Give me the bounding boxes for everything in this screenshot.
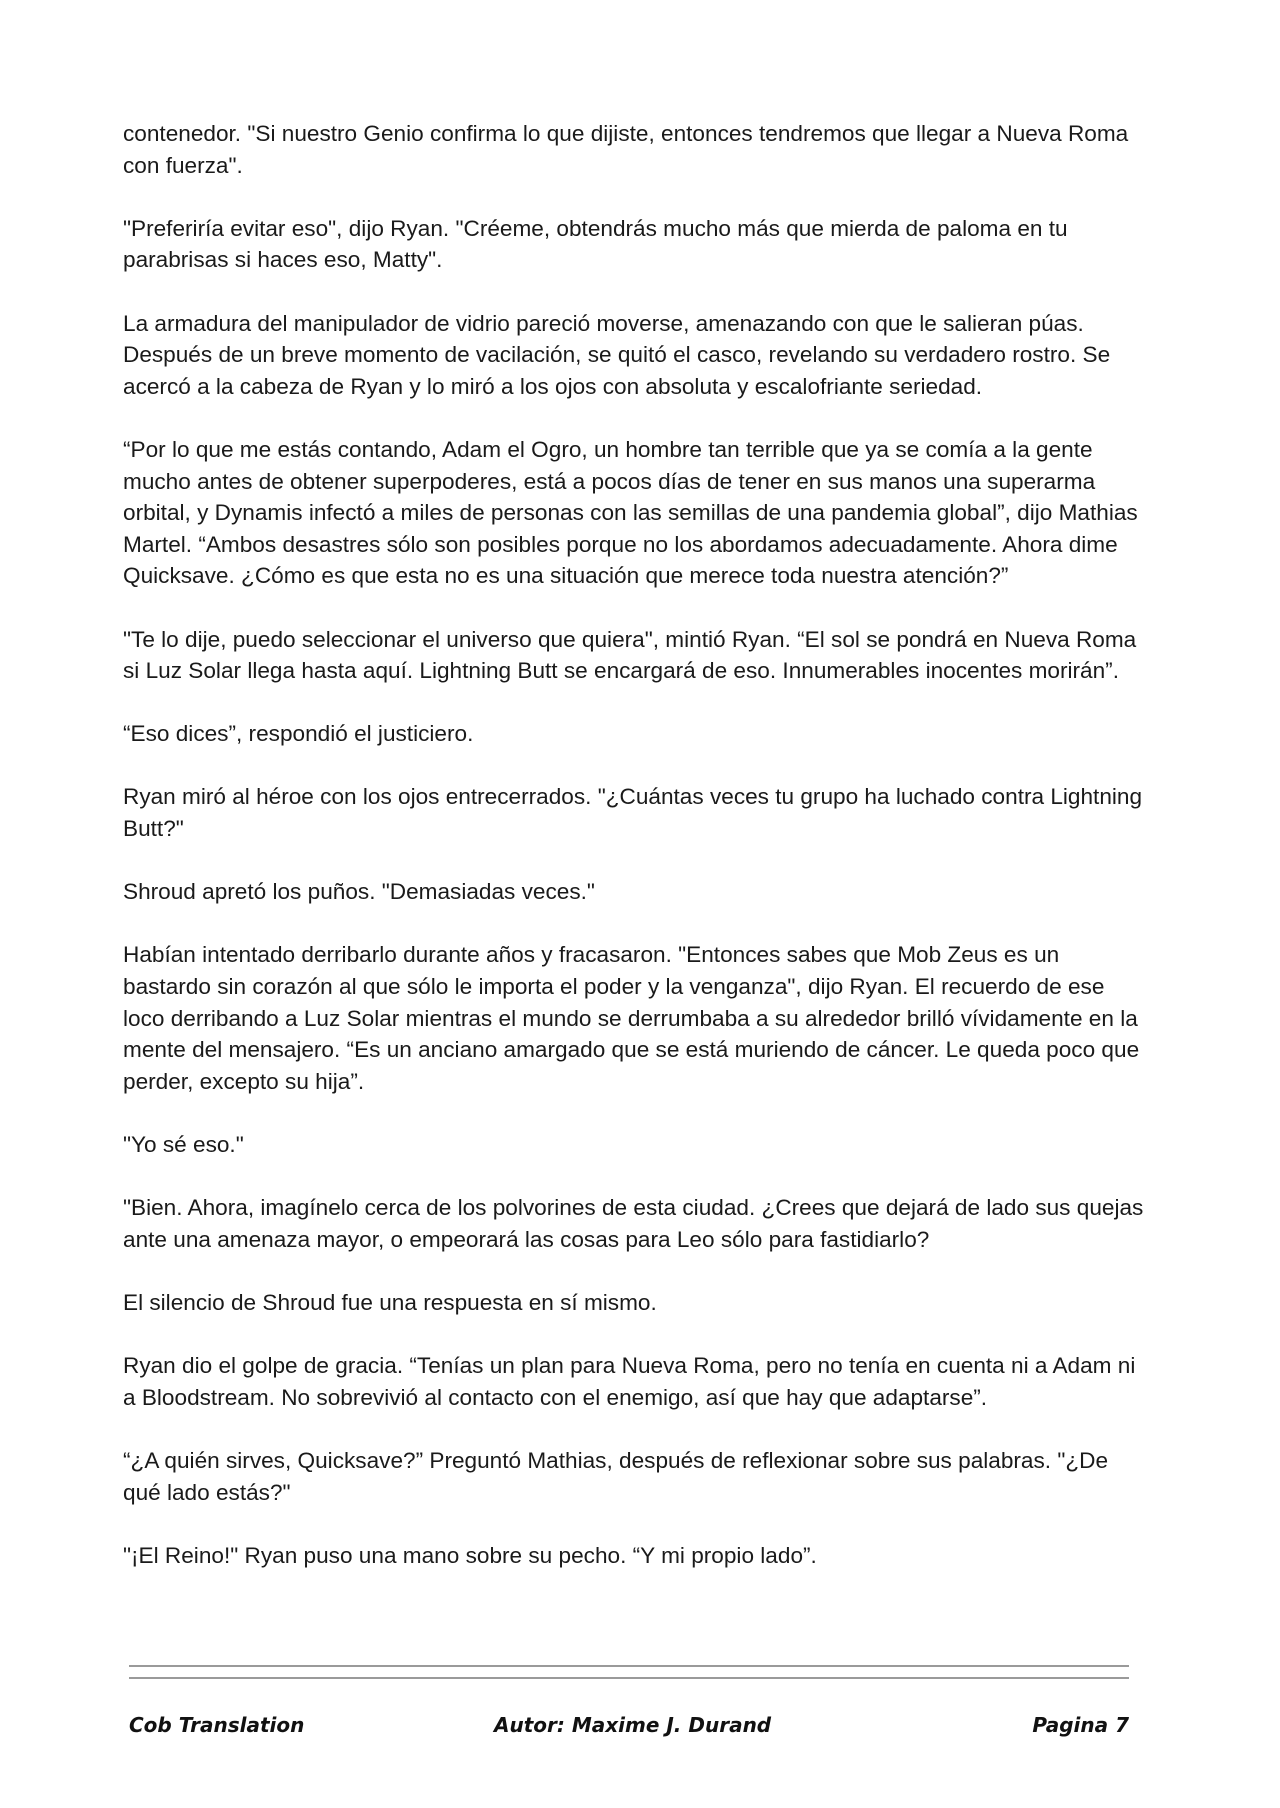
paragraph: "¡El Reino!" Ryan puso una mano sobre su pecho. “Y mi propio lado”. bbox=[123, 1542, 817, 1568]
paragraph: “Eso dices”, respondió el justiciero. bbox=[123, 721, 474, 747]
footer-divider-bottom bbox=[129, 1677, 1129, 1679]
paragraph: contenedor. "Si nuestro Genio confirma lo que dijiste, entonces tendremos que llegar a Nueva Roma con fuerza". bbox=[123, 121, 1129, 178]
paragraph: La armadura del manipulador de vidrio pareció moverse, amenazando con que le salieran púas. Después de un breve momento de vacilación, se quitó el casco, revelando su verdadero rostro. Se acercó a la cabeza de Ryan y lo miró a los ojos con absoluta y escalofriante seriedad. bbox=[123, 310, 1111, 399]
footer-author: Autor: Maxime J. Durand bbox=[494, 1713, 772, 1737]
paragraph: “¿A quién sirves, Quicksave?” Preguntó Mathias, después de reflexionar sobre sus palabras. "¿De qué lado estás?" bbox=[123, 1447, 1109, 1505]
footer-divider-top bbox=[129, 1665, 1129, 1667]
body-text bbox=[123, 118, 1148, 1603]
paragraph: "Yo sé eso." bbox=[123, 1132, 244, 1157]
paragraph: "Te lo dije, puedo seleccionar el universo que quiera", mintió Ryan. “El sol se pondrá en Nueva Roma si Luz Solar llega hasta aquí. Lightning Butt se encargará de eso. Innumerables inocentes morirán”. bbox=[123, 626, 1137, 684]
paragraph: Ryan miró al héroe con los ojos entrecerrados. "¿Cuántas veces tu grupo ha luchado contra Lightning Butt?" bbox=[123, 784, 1143, 842]
footer-translator: Cob Translation bbox=[129, 1713, 305, 1737]
footer-page-number: Pagina 7 bbox=[1032, 1713, 1129, 1737]
paragraph: Ryan dio el golpe de gracia. “Tenías un plan para Nueva Roma, pero no tenía en cuenta ni a Adam ni a Bloodstream. No sobrevivió al contacto con el enemigo, así que hay que adaptarse”. bbox=[123, 1353, 1136, 1410]
paragraph: “Por lo que me estás contando, Adam el Ogro, un hombre tan terrible que ya se comía a la gente mucho antes de obtener superpoderes, está a pocos días de tener en sus manos una superarma orbital, y Dynamis infectó a miles de personas con las semillas de una pandemia global”, dijo Mathias Martel. “Ambos desastres sólo son posibles porque no los abordamos adecuadamente. Ahora dime Quicksave. ¿Cómo es que esta no es una situación que merece toda nuestra atención?” bbox=[123, 436, 1138, 589]
paragraph: El silencio de Shroud fue una respuesta en sí mismo. bbox=[123, 1289, 657, 1315]
paragraph: Shroud apretó los puños. "Demasiadas veces." bbox=[123, 879, 595, 905]
page-footer bbox=[129, 1713, 1129, 1753]
paragraph: "Bien. Ahora, imagínelo cerca de los polvorines de esta ciudad. ¿Crees que dejará de lado sus quejas ante una amenaza mayor, o empeorará las cosas para Leo sólo para fastidiarlo? bbox=[123, 1195, 1144, 1252]
paragraph: Habían intentado derribarlo durante años y fracasaron. "Entonces sabes que Mob Zeus es un bastardo sin corazón al que sólo le importa el poder y la venganza", dijo Ryan. El recuerdo de ese loco derribando a Luz Solar mientras el mundo se derrumbaba a su alrededor brilló vívidamente en la mente del mensajero. “Es un anciano amargado que se está muriendo de cáncer. Le queda poco que perder, excepto su hija”. bbox=[123, 942, 1140, 1094]
paragraph: "Preferiría evitar eso", dijo Ryan. "Créeme, obtendrás mucho más que mierda de paloma en tu parabrisas si haces eso, Matty". bbox=[123, 215, 1068, 273]
